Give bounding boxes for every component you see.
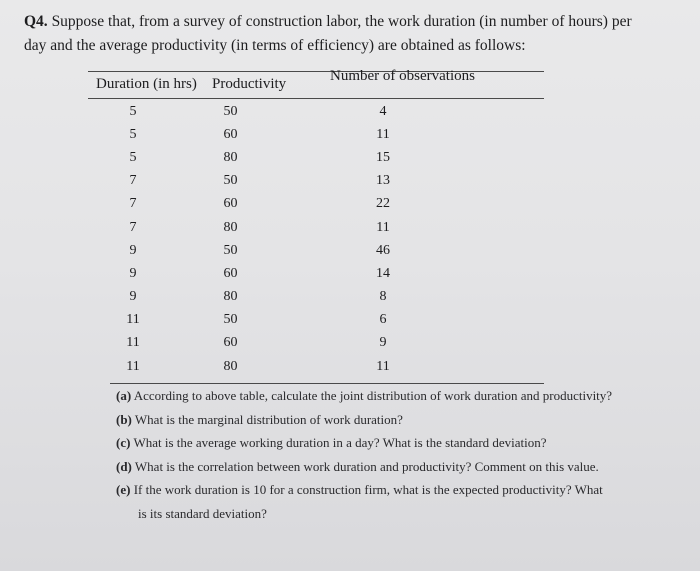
part-a: (a) According to above table, calculate the joint distribution of work duration and productivity?: [116, 388, 613, 403]
productivity-cell: 60: [223, 265, 238, 281]
table-row: [88, 146, 483, 169]
header-bottom-rule: [88, 98, 544, 99]
duration-cell: 11: [126, 335, 140, 351]
question-line-1: [24, 10, 684, 34]
part-e-continuation: is its standard deviation?: [138, 505, 267, 521]
duration-cell: 5: [129, 126, 137, 142]
data-table: [88, 100, 483, 378]
productivity-cell: 60: [223, 126, 238, 142]
table-row: [88, 286, 483, 309]
table-row: [88, 262, 483, 285]
header-duration: Duration (in hrs): [96, 76, 197, 92]
observations-cell: 4: [379, 103, 387, 119]
observations-cell: 46: [376, 242, 390, 258]
duration-cell: 7: [129, 219, 137, 235]
table-row: [88, 355, 483, 378]
duration-cell: 11: [126, 312, 140, 328]
observations-cell: 22: [376, 196, 390, 212]
data-table-body: [88, 100, 483, 378]
table-row: [88, 216, 483, 239]
table-row: [88, 239, 483, 262]
duration-cell: 5: [129, 103, 137, 119]
productivity-cell: 60: [223, 335, 238, 351]
table-row: [88, 332, 483, 355]
table-row: [88, 309, 483, 332]
duration-cell: 11: [126, 358, 140, 374]
duration-cell: 9: [129, 242, 137, 258]
header-observations: Number of observations: [330, 68, 475, 84]
table-top-rule: [88, 71, 544, 72]
productivity-cell: 80: [223, 289, 238, 305]
duration-cell: 7: [129, 196, 137, 212]
question-text: [24, 10, 684, 58]
table-row: [88, 123, 483, 146]
question-label: Q4.: [24, 13, 48, 30]
table-row: [88, 193, 483, 216]
table-row: [88, 170, 483, 193]
productivity-cell: 50: [223, 103, 238, 119]
observations-cell: 14: [376, 265, 390, 281]
observations-cell: 8: [379, 289, 387, 305]
productivity-cell: 80: [223, 358, 238, 374]
duration-cell: 5: [129, 149, 137, 165]
observations-cell: 11: [376, 358, 390, 374]
observations-cell: 9: [379, 335, 387, 351]
question-line-2: day and the average productivity (in terms of efficiency) are obtained as follows:: [24, 37, 526, 54]
observations-cell: 11: [376, 219, 390, 235]
observations-cell: 6: [379, 312, 387, 328]
header-productivity: Productivity: [212, 76, 287, 92]
part-b: (b) What is the marginal distribution of work duration?: [116, 411, 403, 427]
observations-cell: 11: [376, 126, 390, 142]
question-line-1-text: Suppose that, from a survey of construction labor, the work duration (in number of hours) per: [51, 13, 632, 30]
productivity-cell: 50: [223, 173, 238, 189]
part-d: (d) What is the correlation between work duration and productivity? Comment on this value.: [116, 458, 599, 474]
sub-questions: [116, 384, 686, 525]
table-row: [88, 100, 483, 123]
part-e: (e) If the work duration is 10 for a construction firm, what is the expected productivity? What: [116, 482, 603, 497]
observations-cell: 13: [376, 173, 390, 189]
productivity-cell: 80: [223, 149, 238, 165]
productivity-cell: 80: [223, 219, 238, 235]
productivity-cell: 50: [223, 312, 238, 328]
productivity-cell: 50: [223, 242, 238, 258]
observations-cell: 15: [376, 149, 390, 165]
part-c: (c) What is the average working duration in a day? What is the standard deviation?: [116, 435, 547, 450]
productivity-cell: 60: [223, 196, 238, 212]
duration-cell: 7: [129, 173, 137, 189]
duration-cell: 9: [129, 265, 137, 281]
duration-cell: 9: [129, 289, 137, 305]
